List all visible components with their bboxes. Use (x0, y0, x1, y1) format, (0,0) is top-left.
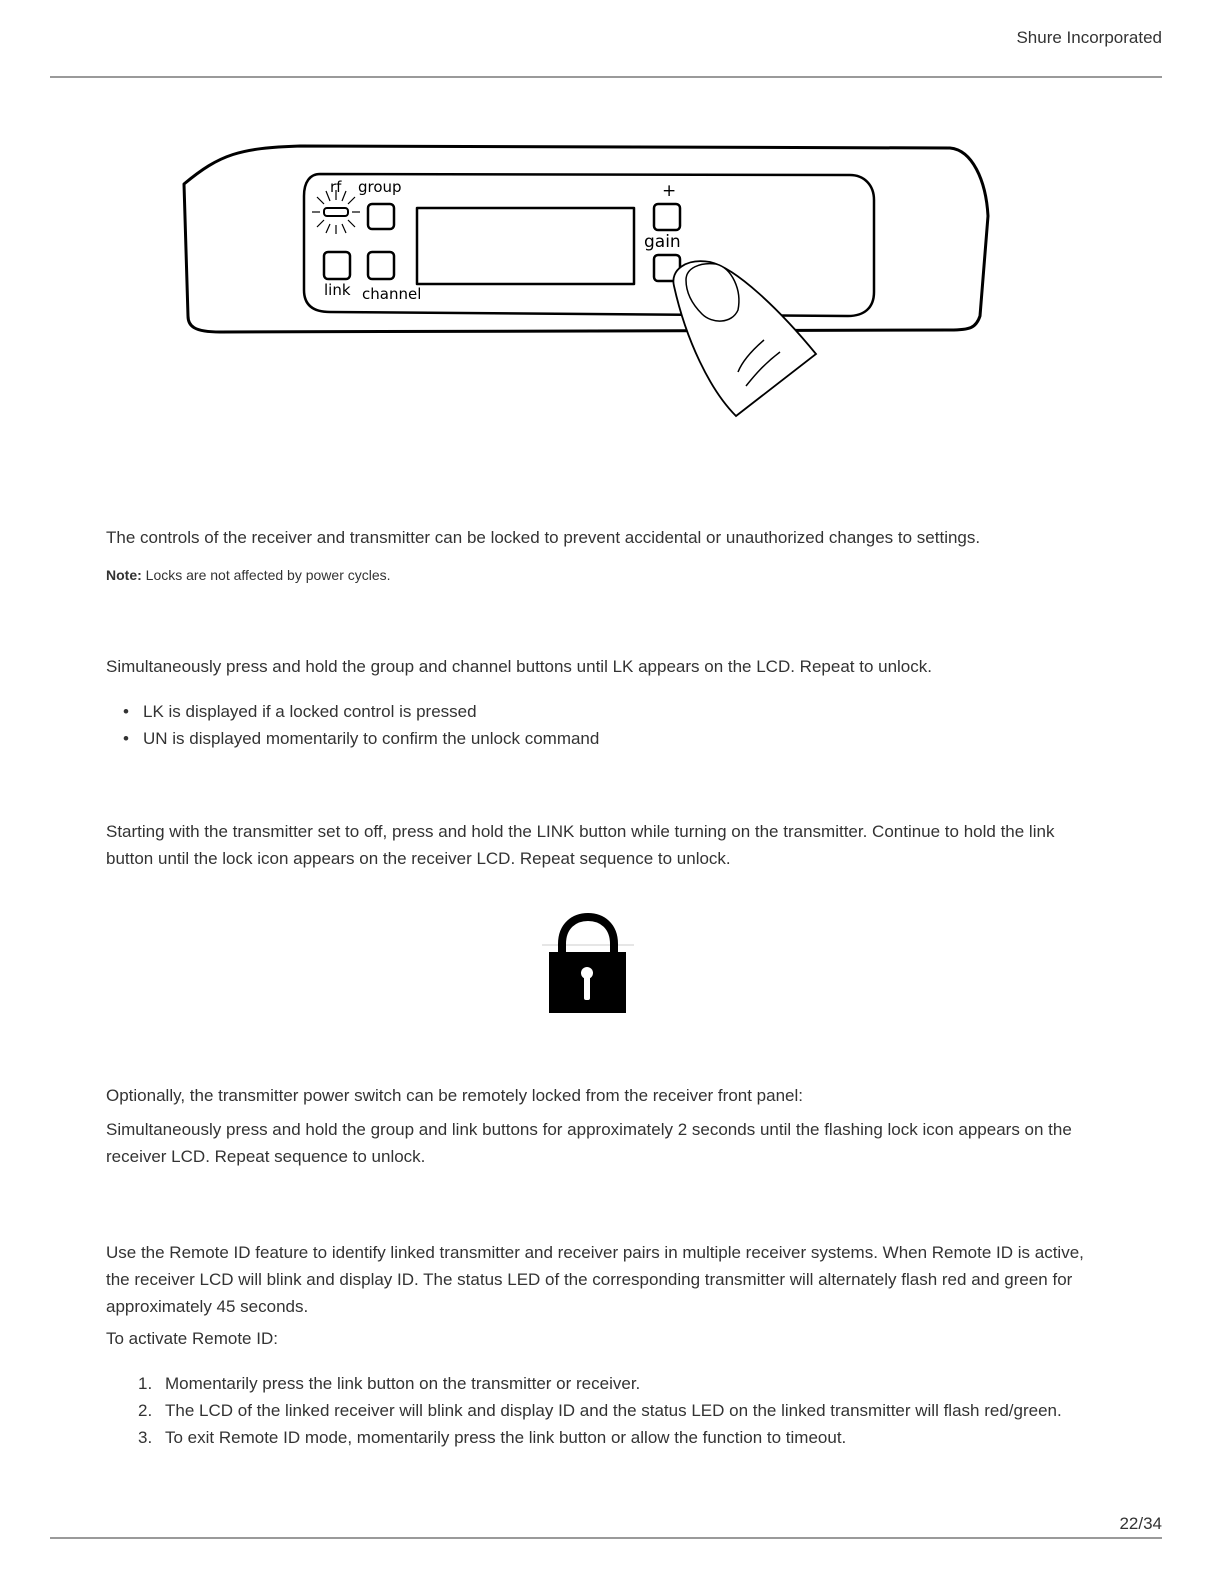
receiver-panel-illustration (180, 140, 1000, 425)
list-item: • UN is displayed momentarily to confirm the unlock command (106, 725, 599, 752)
header-rule (50, 76, 1162, 78)
page-number: 22/34 (1119, 1514, 1162, 1533)
step-text: The LCD of the linked receiver will blink and display ID and the status LED on the linked transmitter will flash red/green. (165, 1401, 1062, 1420)
lcd-display (417, 208, 634, 284)
remote-lock-intro: Optionally, the transmitter power switch can be remotely locked from the receiver front panel: (106, 1086, 803, 1105)
step-text: Momentarily press the link button on the transmitter or receiver. (165, 1374, 641, 1393)
group-button (368, 204, 394, 229)
remote-id-paragraph: Use the Remote ID feature to identify linked transmitter and receiver pairs in multiple receiver systems. When Remote ID is active, the receiver LCD will blink and display ID. The status LED of the corresponding transmitter will alternately flash red and green for approximately 45 seconds. (106, 1243, 1084, 1316)
intro-paragraph: The controls of the receiver and transmitter can be locked to prevent accidental or unauthorized changes to settings. (106, 528, 981, 547)
list-item (106, 1424, 1062, 1451)
receiver-lock-paragraph: Simultaneously press and hold the group and channel buttons until LK appears on the LCD. Repeat to unlock. (106, 657, 932, 676)
transmitter-lock-paragraph: Starting with the transmitter set to off, press and hold the LINK button while turning on the transmitter. Continue to hold the link button until the lock icon appears on the receiver LCD. Repeat sequence to unlock. (106, 822, 1055, 868)
channel-label: channel (362, 285, 422, 303)
step-number: 3. (138, 1428, 153, 1447)
group-label: group (358, 178, 402, 196)
gain-plus-button (654, 204, 680, 230)
remote-id-steps (106, 1370, 1062, 1451)
list-item: • LK is displayed if a locked control is pressed (106, 698, 599, 725)
note (106, 567, 391, 583)
step-text: To exit Remote ID mode, momentarily press the link button or allow the function to timeout. (165, 1428, 847, 1447)
step-number: 1. (138, 1374, 153, 1393)
footer-rule (50, 1537, 1162, 1539)
channel-button (368, 252, 394, 279)
note-text: Locks are not affected by power cycles. (141, 567, 391, 583)
receiver-lock-bullets (106, 698, 599, 752)
rf-label: rf (330, 178, 342, 196)
header-company: Shure Incorporated (1016, 28, 1162, 47)
gain-plus-label: + (662, 181, 677, 201)
rf-led-rays (312, 190, 360, 234)
step-number: 2. (138, 1401, 153, 1420)
finger-illustration (673, 261, 816, 416)
rf-led (324, 208, 348, 216)
lock-icon (540, 912, 636, 1016)
link-label: link (324, 281, 351, 299)
remote-id-activate: To activate Remote ID: (106, 1329, 278, 1348)
gain-label: gain (644, 232, 681, 252)
remote-lock-paragraph: Simultaneously press and hold the group and link buttons for approximately 2 seconds until the flashing lock icon appears on the receiver LCD. Repeat sequence to unlock. (106, 1120, 1072, 1166)
list-item (106, 1370, 1062, 1397)
note-label: Note: (106, 567, 142, 583)
link-button (324, 252, 350, 279)
list-item (106, 1397, 1062, 1424)
